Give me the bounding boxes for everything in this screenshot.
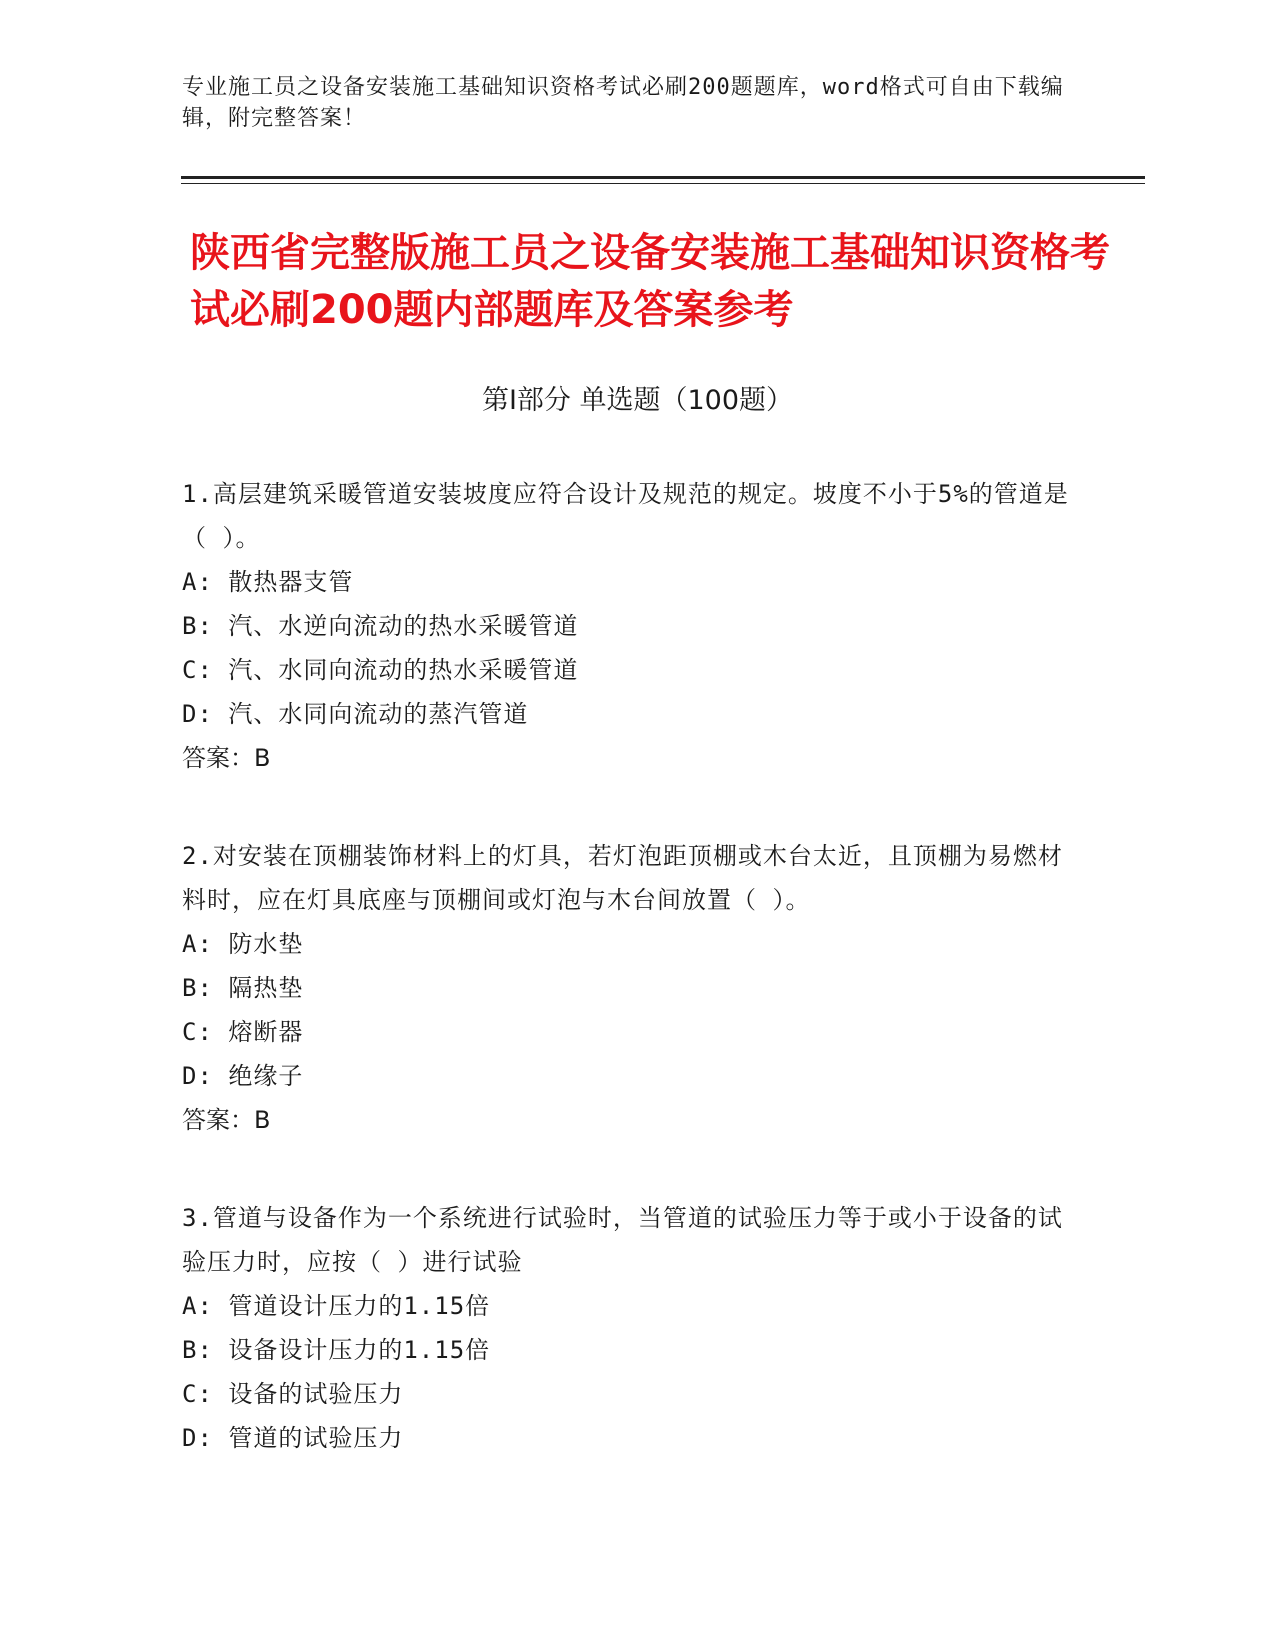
option-d: D: 汽、水同向流动的蒸汽管道 bbox=[182, 700, 529, 728]
header-rule-thin bbox=[181, 183, 1145, 184]
option-d: D: 管道的试验压力 bbox=[182, 1424, 404, 1452]
header-note: 专业施工员之设备安装施工基础知识资格考试必刷200题题库，word格式可自由下载编辑，附完整答案！ bbox=[182, 75, 1064, 131]
option-c: C: 汽、水同向流动的热水采暖管道 bbox=[182, 656, 579, 684]
option-a: A: 散热器支管 bbox=[182, 568, 354, 596]
option-d: D: 绝缘子 bbox=[182, 1062, 304, 1090]
option-a: A: 防水垫 bbox=[182, 930, 304, 958]
question-stem: 3.管道与设备作为一个系统进行试验时，当管道的试验压力等于或小于设备的试验压力时，应按（ ）进行试验 bbox=[182, 1204, 1063, 1276]
document-title: 陕西省完整版施工员之设备安装施工基础知识资格考试必刷200题内部题库及答案参考 bbox=[190, 230, 1110, 333]
option-c: C: 熔断器 bbox=[182, 1018, 304, 1046]
option-a: A: 管道设计压力的1.15倍 bbox=[182, 1292, 491, 1320]
header-rule-thick bbox=[181, 176, 1145, 179]
question-stem: 1.高层建筑采暖管道安装坡度应符合设计及规范的规定。坡度不小于5%的管道是（ ）。 bbox=[182, 480, 1069, 552]
option-b: B: 设备设计压力的1.15倍 bbox=[182, 1336, 491, 1364]
question-2 bbox=[182, 834, 1082, 1142]
section-title: 第I部分 单选题（100题） bbox=[481, 385, 794, 416]
option-b: B: 隔热垫 bbox=[182, 974, 304, 1002]
question-stem: 2.对安装在顶棚装饰材料上的灯具，若灯泡距顶棚或木台太近，且顶棚为易燃材料时，应在灯具底座与顶棚间或灯泡与木台间放置（ ）。 bbox=[182, 842, 1063, 914]
option-c: C: 设备的试验压力 bbox=[182, 1380, 404, 1408]
answer: 答案：B bbox=[182, 1106, 271, 1134]
option-b: B: 汽、水逆向流动的热水采暖管道 bbox=[182, 612, 579, 640]
question-3 bbox=[182, 1196, 1082, 1460]
answer: 答案：B bbox=[182, 744, 271, 772]
question-1 bbox=[182, 472, 1082, 780]
